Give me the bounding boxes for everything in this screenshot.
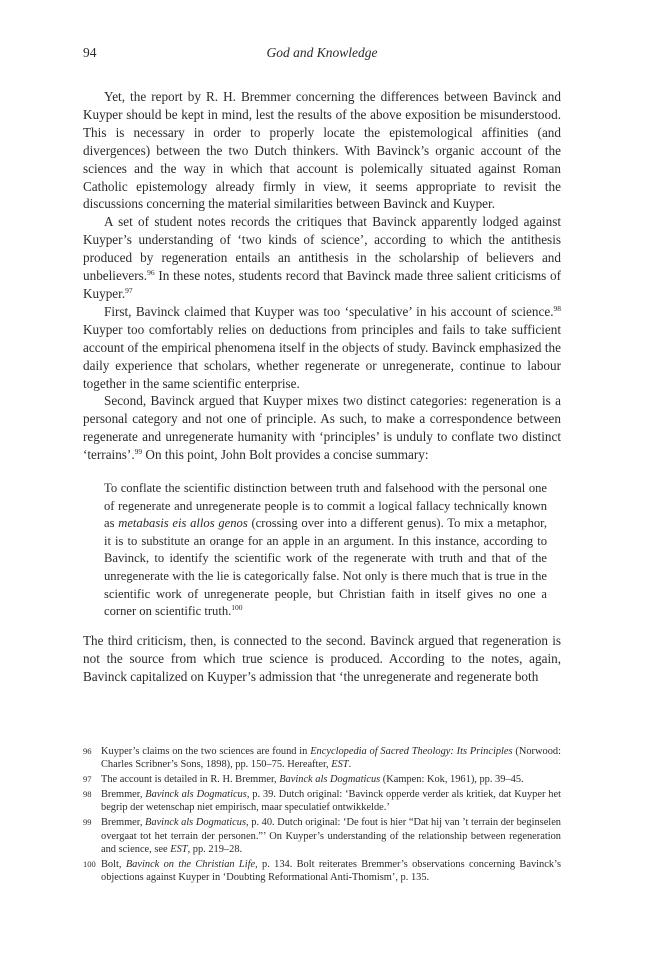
footnote-98: 98 Bremmer, Bavinck als Dogmaticus, p. 39. Dutch original: ‘Bavinck opperde verder als kritiek, dat Kuyper het begrip der wetenschap niet empirisch, maar speculatief ontwikkelde.’ xyxy=(83,789,561,814)
paragraph-1: Yet, the report by R. H. Bremmer concerning the differences between Bavinck and Kuyper should be kept in mind, lest the results of the above exposition be misunderstood. This is necessary in order to properly locate the epistemological affinities (and divergences) between the two Dutch thinkers. With Bavinck’s organic account of the sciences and the way in which that account is polemically situated against Roman Catholic epistemology already firmly in view, it seems appropriate to revisit the discussions concerning the material similarities between Bavinck and Kuyper. xyxy=(83,89,561,212)
paragraph-5: The third criticism, then, is connected to the second. Bavinck argued that regeneration is not the source from which true science is produced. According to the notes, again, Bavinck capitalized on Kuyper’s admission that ‘the unregenerate and regenerate both xyxy=(83,632,561,684)
footnote-99: 99 Bremmer, Bavinck als Dogmaticus, p. 40. Dutch original: ‘De fout is hier “Dat hij van ’t terrain der beginselen overgaat tot het terrain der personen.”’ On Kuyper’s understanding of the relationship between regeneration and science, see EST, pp. 219–28. xyxy=(83,817,561,855)
block-quote: To conflate the scientific distinction between truth and falsehood with the personal one of regenerate and unregenerate people is to commit a logical fallacy technically known as metabasis eis allos genos (crossing over into a different genus). To mix a metaphor, it is to substitute an orange for an apple in an argument. In this instance, according to Bavinck, to identify the scientific work of the regenerate with truth and that of the unregenerate with the lie is categorically false. Not only is there much that is true in the scientific work of unregenerate people, but Christian faith in itself gives no one a corner on scientific truth.$^{100}$ xyxy=(104,481,548,619)
footnote-ref-98: 98 xyxy=(553,303,561,313)
footnotes xyxy=(83,745,561,886)
footnote-96: 96 Kuyper’s claims on the two sciences are found in Encyclopedia of Sacred Theology: Its Principles (Norwood: Charles Scribner’s Sons, 1898), pp. 150–75. Hereafter, EST. xyxy=(83,746,561,771)
page-number: 94 xyxy=(83,45,97,60)
footnote-ref-97: 97 xyxy=(125,285,133,295)
paragraph-4: Second, Bavinck argued that Kuyper mixes two distinct categories: regeneration is a personal category and not one of principle. As such, to make a correspondence between regenerate and unregenerate humanity with ‘principles’ is unduly to conflate two distinct ‘terrains’.$^{99}$ On this point, John Bolt provides a concise summary: xyxy=(83,393,561,463)
page-header xyxy=(83,45,561,65)
footnote-ref-96: 96 xyxy=(147,268,155,278)
footnote-ref-100: 100 xyxy=(231,603,243,613)
main-text xyxy=(83,88,561,686)
footnote-ref-99: 99 xyxy=(134,447,143,457)
footnote-97: 97 The account is detailed in R. H. Bremmer, Bavinck als Dogmaticus (Kampen: Kok, 1961), pp. 39–45. xyxy=(83,774,524,786)
paragraph-3: First, Bavinck claimed that Kuyper was too ‘speculative’ in his account of science.$^{98}$ Kuyper too comfortably relies on deductions from principles and fails to take sufficient account of the empirical phenomena itself in the objects of study. Bavinck emphasized the daily experience that scholars, whether regenerate or unregenerate, continue to labour together in the same scientific enterprise. xyxy=(83,303,561,391)
running-title: God and Knowledge xyxy=(266,45,378,60)
footnote-100: 100 Bolt, Bavinck on the Christian Life, p. 134. Bolt reiterates Bremmer’s observations concerning Bavinck’s objections against Kuyper in ‘Doubting Reformational Anti-Thomism’, p. 135. xyxy=(83,858,561,884)
paragraph-2: A set of student notes records the critiques that Bavinck apparently lodged against Kuyper’s understanding of ‘two kinds of science’, according to which the antithesis produced by regeneration entails an antithesis in the scholarship of believers and unbelievers.$^{96}$ In these notes, students record that Bavinck made three salient criticisms of Kuyper.$^{97}$ xyxy=(83,214,561,301)
